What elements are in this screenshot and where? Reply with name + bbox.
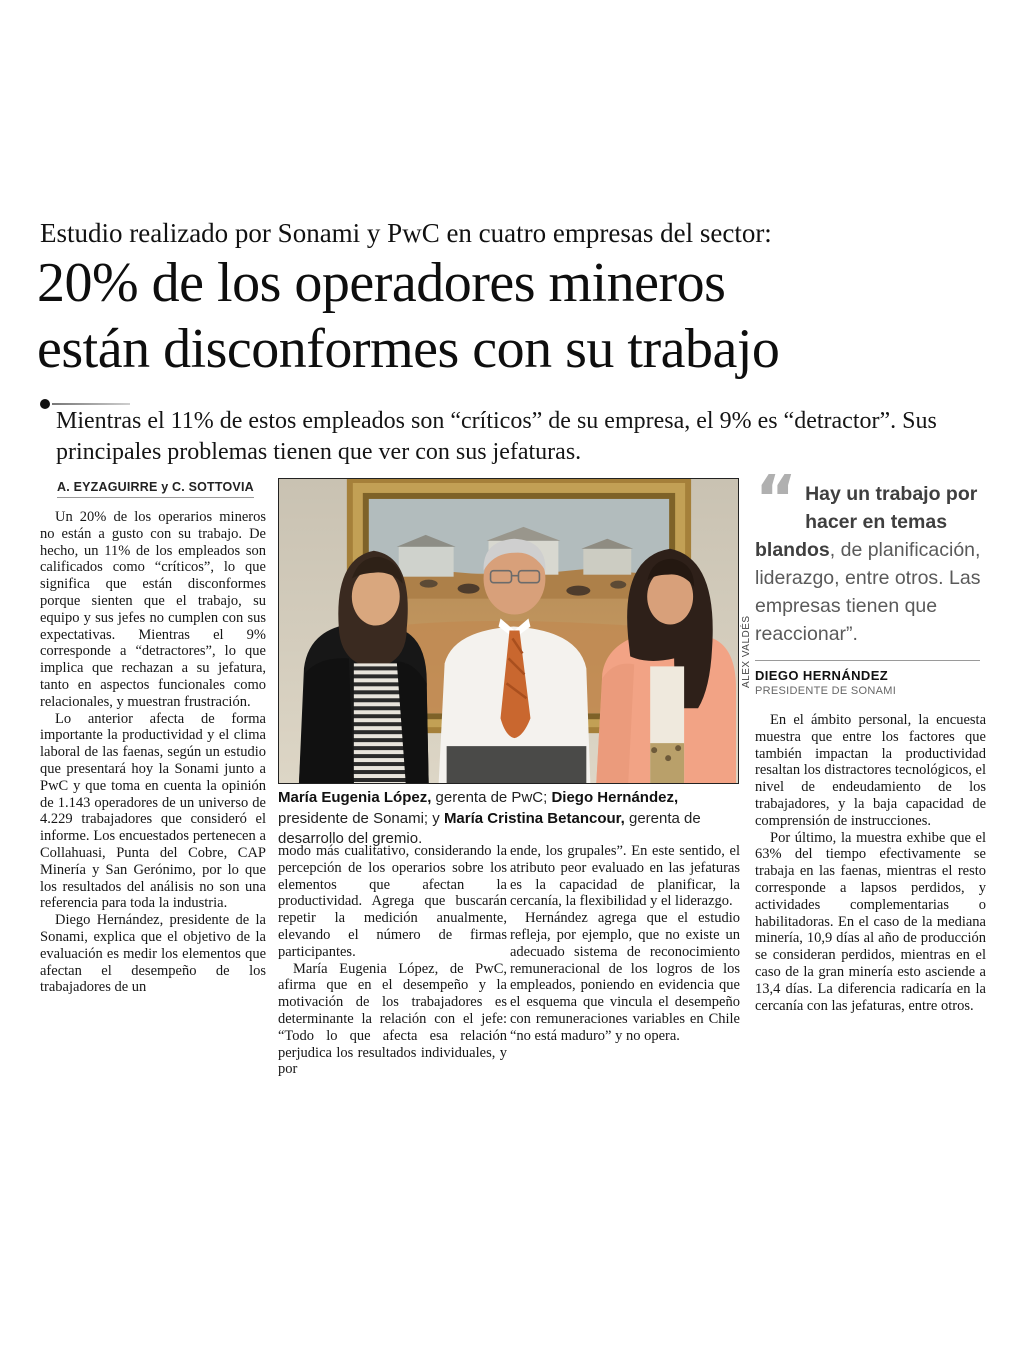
- headline-line2: están disconformes con su trabajo: [37, 318, 780, 380]
- paragraph: En el ámbito personal, la encuesta muestra que entre los factores que también impactan la productividad resaltan los distractores tecnológicos, el nivel de endeudamiento de los trabajadores, y la baja capacidad de comprensión de instrucciones.: [755, 712, 986, 829]
- kicker: Estudio realizado por Sonami y PwC en cuatro empresas del sector:: [40, 218, 772, 248]
- bullet-dot: [40, 399, 50, 409]
- headline: [37, 250, 977, 382]
- body-column-2: [278, 843, 507, 1078]
- caption-name: María Cristina Betancour,: [443, 809, 625, 827]
- body-column-1: [40, 509, 266, 996]
- caption-name: María Eugenia López,: [278, 789, 432, 806]
- news-photo: [278, 478, 739, 784]
- caption-text: gerenta de PwC;: [431, 789, 552, 806]
- attribution-rule: [755, 660, 980, 661]
- photo-caption: [278, 788, 740, 850]
- photo-illustration: [279, 479, 738, 783]
- body-column-3: [510, 843, 740, 1045]
- caption-text: presidente de Sonami; y: [278, 809, 444, 827]
- byline: A. EYZAGUIRRE y C. SOTTOVIA: [57, 480, 254, 498]
- paragraph: Lo anterior afecta de forma importante la productividad y el clima laboral de las faenas, según un estudio que presentará hoy la Sonami junto a PwC y que toma en cuenta la opinión de 1.143 operadores de un universo de 4.229 trabajadores que consideró el informe. Los encuestados pertenecen a Collahuasi, Punta del Cobre, CAP Minería y San Gerónimo, por lo que los resultados del análisis no son una referencia para toda la industria.: [40, 710, 266, 912]
- pull-quote: [755, 463, 988, 648]
- paragraph: Hernández agrega que el estudio refleja, por ejemplo, que no existe un adecuado sistema de reconocimiento remuneracional de los logros de los empleados, poniendo en evidencia que el esquema que vincula el desempeño con remuneraciones variables en Chile “no está maduro” y no opera.: [510, 910, 740, 1044]
- headline-line1: 20% de los operadores mineros: [37, 252, 726, 314]
- pull-quote-rest: , de planificación, liderazgo, entre otros. Las empresas tienen que reaccionar”.: [755, 539, 981, 645]
- deck: Mientras el 11% de estos empleados son “críticos” de su empresa, el 9% es “detractor”. Sus principales problemas tienen que ver con sus jefaturas.: [56, 408, 937, 465]
- attribution-title: PRESIDENTE DE SONAMI: [755, 685, 897, 697]
- pull-quote-bold: Hay un trabajo por hacer en temas blandos: [755, 483, 978, 561]
- paragraph: Diego Hernández, presidente de la Sonami, explica que el objetivo de la evaluación es medir los elementos que afectan el desempeño de los trabajadores de un: [40, 912, 266, 996]
- caption-text: gerenta de desarrollo del gremio.: [278, 809, 701, 847]
- paragraph: ende, los grupales”. En este sentido, el atributo peor evaluado en las jefaturas es la capacidad de planificar, la cercanía, la flexibilidad y el liderazgo.: [510, 843, 740, 910]
- paragraph: modo más cualitativo, considerando la percepción de los operarios sobre los elementos que afectan la productividad. Agrega que buscarán repetir la medición anualmente, elevando el número de firmas participantes.: [278, 843, 507, 960]
- paragraph: Un 20% de los operarios mineros no están a gusto con su trabajo. De hecho, un 11% de los empleados son calificados como “críticos”, lo que significa que están disconformes porque sienten que el trabajo, su equipo y sus jefes no cumplen con sus expectativas. Mientras el 9% corresponde a “detractores”, lo que implica que rechazan a su jefatura, tanto en aspectos funcionales como relacionales, y muestran frustración.: [40, 509, 266, 710]
- quote-mark-icon: “: [755, 463, 798, 537]
- paragraph: María Eugenia López, de PwC, afirma que en el desempeño y la motivación de los trabajadores es determinante la relación con el jefe: “Todo lo que afecta esa relación perjudica los resultados individuales, y por: [278, 960, 507, 1078]
- attribution-name: DIEGO HERNÁNDEZ: [755, 668, 889, 683]
- body-column-4: [755, 712, 986, 1014]
- paragraph: Por último, la muestra exhibe que el 63% del tiempo efectivamente se trabaja en las faenas, mientras el resto corresponde a lapsos perdidos, y actividades complementarias o habilitadoras. En el caso de la mediana minería, 10,9 días al año de producción se consideran perdidos, mientras en el caso de la gran minería esto asciende a 13,4 días. La diferencia radicaría en la cercanía con las jefaturas, entre otros.: [755, 829, 986, 1014]
- caption-name: Diego Hernández,: [551, 789, 679, 806]
- photo-credit: ALEX VALDÉS: [741, 615, 752, 688]
